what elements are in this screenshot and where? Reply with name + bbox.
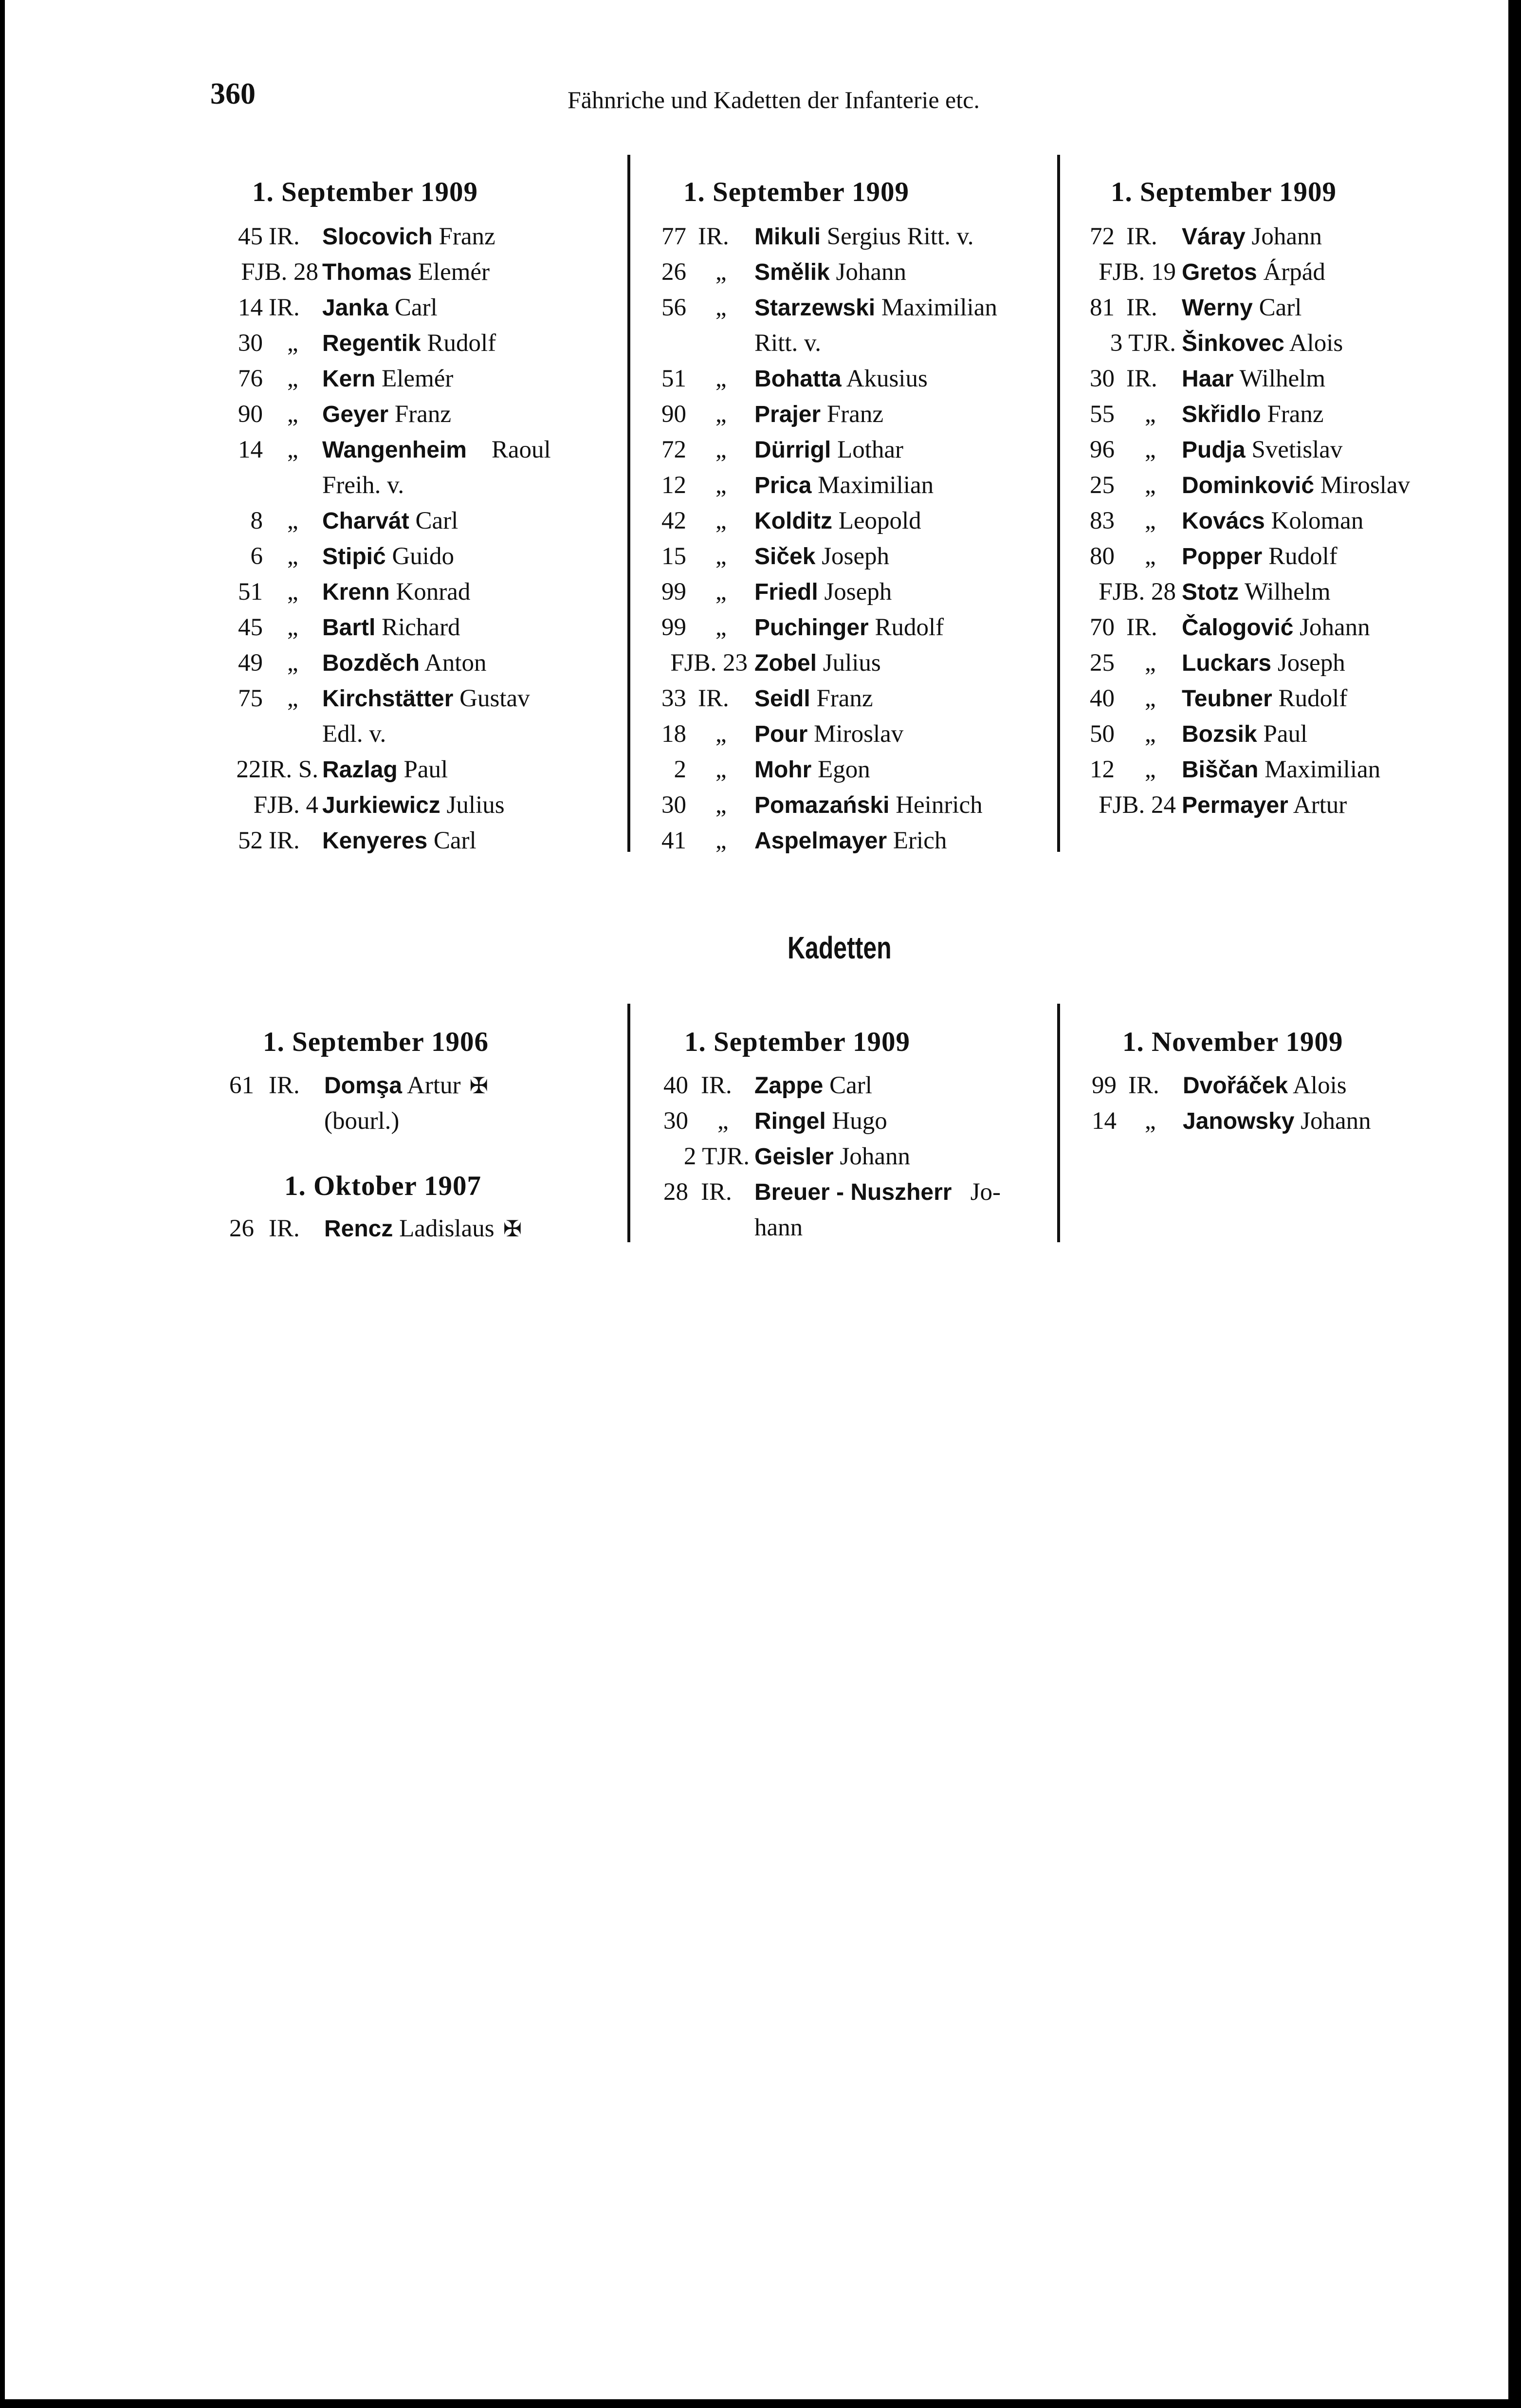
- list-item: 52 IR. Kenyeres Carl: [238, 827, 476, 854]
- column-divider: [1057, 155, 1060, 852]
- list-item: 41 „ Aspelmayer Erich: [661, 827, 947, 854]
- column-heading: 1. Oktober 1907: [284, 1171, 482, 1201]
- list-item-continuation: (bourl.): [324, 1107, 400, 1135]
- list-item: FJB. 23 Zobel Julius: [670, 649, 881, 677]
- list-item: 80 „ Popper Rudolf: [1090, 543, 1338, 570]
- list-item: 99 „ Puchinger Rudolf: [661, 614, 944, 641]
- column-heading: 1. September 1909: [683, 177, 909, 207]
- list-item-continuation: Edl. v.: [322, 720, 386, 748]
- list-item: 99 IR. Dvořáček Alois: [1092, 1072, 1347, 1099]
- list-item: FJB. 24 Permayer Artur: [1099, 791, 1347, 819]
- column-heading: 1. November 1909: [1122, 1027, 1343, 1057]
- cross-mark-icon: ✠: [469, 1073, 489, 1098]
- column-heading: 1. September 1909: [252, 177, 478, 207]
- list-item: FJB. 28 Stotz Wilhelm: [1099, 578, 1331, 606]
- list-item: 14 IR. Janka Carl: [238, 294, 438, 321]
- list-item: 96 „ Pudja Svetislav: [1090, 436, 1343, 463]
- list-item: 77 IR. Mikuli Sergius Ritt. v.: [661, 223, 974, 250]
- entry-list: [204, 219, 623, 859]
- list-item: 51 „ Krenn Konrad: [238, 578, 471, 606]
- list-item: 15 „ Siček Joseph: [661, 543, 890, 570]
- list-item: 3 TJR. Šinkovec Alois: [1110, 330, 1343, 357]
- list-item: FJB. 4 Jurkiewicz Julius: [253, 791, 505, 819]
- list-item-continuation: Freih. v.: [322, 472, 404, 499]
- scan-right-border: [1508, 0, 1521, 2408]
- list-item-continuation: Ritt. v.: [754, 330, 821, 357]
- list-item: 40 „ Teubner Rudolf: [1090, 685, 1348, 712]
- list-item: 26 „ Smělik Johann: [661, 258, 906, 286]
- entry-list: [1081, 1068, 1499, 1139]
- entry-list: [214, 1211, 623, 1247]
- list-item: 83 „ Kovács Koloman: [1090, 507, 1364, 534]
- entry-list: [1069, 219, 1497, 823]
- list-item: 22IR. S. Razlag Paul: [236, 756, 448, 783]
- list-item: 45 „ Bartl Richard: [238, 614, 460, 641]
- list-item: 50 „ Bozsik Paul: [1090, 720, 1308, 748]
- list-item: 49 „ Bozděch Anton: [238, 649, 487, 677]
- entry-list: [647, 1068, 1056, 1246]
- list-item: 42 „ Kolditz Leopold: [661, 507, 921, 534]
- list-item: 81 IR. Werny Carl: [1090, 294, 1302, 321]
- list-item: 72 „ Dürrigl Lothar: [661, 436, 904, 463]
- list-item: 90 „ Geyer Franz: [238, 401, 451, 428]
- list-item: 18 „ Pour Miroslav: [661, 720, 904, 748]
- scan-left-border: [0, 0, 5, 2408]
- list-item: 72 IR. Váray Johann: [1090, 223, 1322, 250]
- list-item: 90 „ Prajer Franz: [661, 401, 883, 428]
- list-item: 55 „ Skřidlo Franz: [1090, 401, 1324, 428]
- list-item: 25 „ Dominković Miroslav: [1090, 472, 1410, 499]
- list-item: 25 „ Luckars Joseph: [1090, 649, 1345, 677]
- list-item-continuation: hann: [754, 1214, 803, 1241]
- entry-list: [214, 1068, 623, 1139]
- column-heading: 1. September 1906: [263, 1027, 489, 1057]
- cross-mark-icon: ✠: [503, 1216, 522, 1241]
- list-item: 12 „ Biščan Maximilian: [1090, 756, 1381, 783]
- list-item: 56 „ Starzewski Maximilian: [661, 294, 997, 321]
- list-item: 26 IR. Rencz Ladislaus ✠: [229, 1215, 522, 1242]
- list-item: 6 „ Stipić Guido: [250, 543, 454, 570]
- list-item: FJB. 28 Thomas Elemér: [241, 258, 490, 286]
- page-top-margin: [0, 0, 1521, 24]
- running-head: Fähnriche und Kadetten der Infanterie etc.: [568, 86, 980, 113]
- list-item: 75 „ Kirchstätter Gustav: [238, 685, 530, 712]
- list-item: 30 „ Pomazański Heinrich: [661, 791, 983, 819]
- list-item: 76 „ Kern Elemér: [238, 365, 454, 392]
- section-title: Kadetten: [788, 930, 892, 965]
- list-item: 40 IR. Zappe Carl: [663, 1072, 872, 1099]
- list-item: 30 „ Ringel Hugo: [663, 1107, 887, 1135]
- column-divider: [627, 1004, 630, 1242]
- list-item: 14 „ Janowsky Johann: [1092, 1107, 1371, 1135]
- list-item: 99 „ Friedl Joseph: [661, 578, 892, 606]
- list-item: 30 „ Regentik Rudolf: [238, 330, 496, 357]
- list-item: 12 „ Prica Maximilian: [661, 472, 934, 499]
- list-item: 2 „ Mohr Egon: [674, 756, 870, 783]
- column-divider: [1057, 1004, 1060, 1242]
- list-item: 14 „ Wangenheim Raoul: [238, 436, 551, 463]
- list-item: 8 „ Charvát Carl: [250, 507, 458, 534]
- list-item: 28 IR. Breuer - Nuszherr Jo-: [663, 1178, 1001, 1206]
- page-number: 360: [210, 77, 256, 110]
- list-item: 51 „ Bohatta Akusius: [661, 365, 928, 392]
- column-divider: [627, 155, 630, 852]
- scan-bottom-border: [0, 2399, 1521, 2408]
- column-heading: 1. September 1909: [1111, 177, 1337, 207]
- list-item: 70 IR. Čalogović Johann: [1090, 614, 1370, 641]
- entry-list: [638, 219, 1056, 859]
- list-item: 30 IR. Haar Wilhelm: [1090, 365, 1325, 392]
- list-item: 61 IR. Domşa Artur ✠: [229, 1072, 489, 1099]
- list-item: FJB. 19 Gretos Árpád: [1099, 258, 1325, 286]
- list-item: 33 IR. Seidl Franz: [661, 685, 873, 712]
- column-heading: 1. September 1909: [684, 1027, 910, 1057]
- list-item: 2 TJR. Geisler Johann: [683, 1143, 911, 1170]
- list-item: 45 IR. Slocovich Franz: [238, 223, 495, 250]
